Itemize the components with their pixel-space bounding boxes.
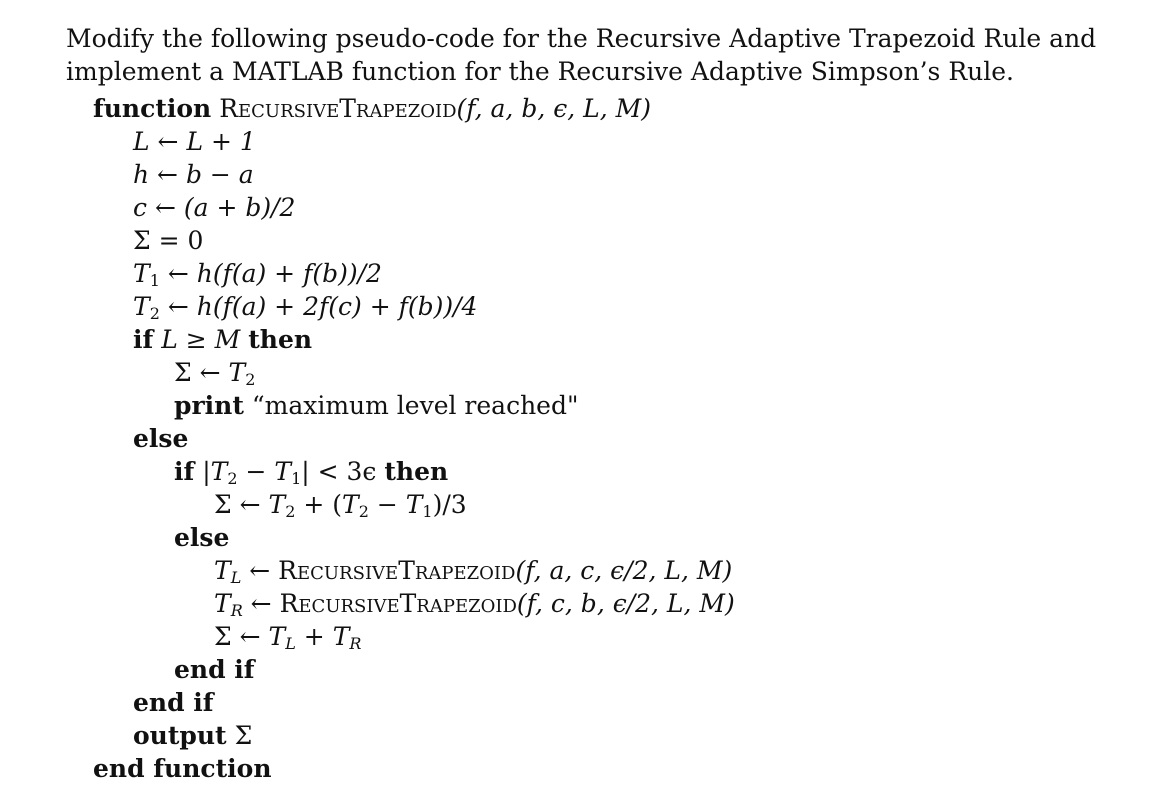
condition-max-level: L ≥ M xyxy=(161,325,241,354)
line-step-size: h ← b − a xyxy=(133,160,254,189)
error-close: | < 3ϵ xyxy=(301,457,377,486)
T-symbol: T xyxy=(214,589,231,618)
line-end-function: end function xyxy=(93,754,272,783)
T2-symbol: T xyxy=(133,292,150,321)
keyword-then: then xyxy=(248,325,313,354)
keyword-if: if xyxy=(133,325,154,354)
subscript-L: L xyxy=(230,568,242,587)
right-call-args: (f, c, b, ϵ/2, L, M) xyxy=(516,589,735,618)
T-symbol: T xyxy=(228,358,246,387)
keyword-print: print xyxy=(174,391,244,420)
T1-symbol: T xyxy=(133,259,150,288)
subscript-1: 1 xyxy=(422,502,433,521)
line-end-if-inner: end if xyxy=(174,655,255,684)
subscript-2: 2 xyxy=(227,469,238,488)
line-end-if-outer: end if xyxy=(133,688,214,717)
rich-minus: − xyxy=(368,490,406,519)
T2-subscript: 2 xyxy=(149,304,160,323)
T-symbol: T xyxy=(274,457,292,486)
line-midpoint: c ← (a + b)/2 xyxy=(133,193,296,222)
line-sum-assign-T2 xyxy=(174,356,255,389)
subscript-R: R xyxy=(230,601,243,620)
line-recurse-left xyxy=(214,554,732,587)
T-symbol: T xyxy=(342,490,359,519)
error-minus: − xyxy=(237,457,275,486)
line-if-max-level xyxy=(133,323,312,356)
line-else-outer: else xyxy=(133,424,189,453)
T-symbol: T xyxy=(210,457,228,486)
subscript-2: 2 xyxy=(358,502,369,521)
line-sum-combine xyxy=(214,620,361,653)
problem-statement-line-2: implement a MATLAB function for the Recursive Adaptive Simpson’s Rule. xyxy=(66,57,1014,86)
function-signature xyxy=(93,92,651,125)
T-symbol: T xyxy=(214,556,231,585)
assign-arrow: ← xyxy=(241,556,279,585)
line-trapezoid-T1 xyxy=(133,257,382,290)
function-name: RecursiveTrapezoid xyxy=(278,556,516,585)
line-else-inner: else xyxy=(174,523,230,552)
assign-arrow: ← xyxy=(242,589,280,618)
T1-subscript: 1 xyxy=(149,271,160,290)
line-increment-level: L ← L + 1 xyxy=(133,127,256,156)
subscript-2: 2 xyxy=(245,370,256,389)
sum-assign-prefix: Σ ← xyxy=(174,358,229,387)
problem-statement xyxy=(66,22,1116,88)
keyword-then: then xyxy=(384,457,449,486)
sum-assign-prefix: Σ ← xyxy=(214,622,269,651)
T2-expression: ← h(f(a) + 2f(c) + f(b))/4 xyxy=(159,292,478,321)
sum-plus: + xyxy=(295,622,333,651)
rich-plus: + ( xyxy=(295,490,343,519)
line-trapezoid-T2 xyxy=(133,290,477,323)
subscript-2: 2 xyxy=(285,502,296,521)
keyword-function: function xyxy=(93,94,212,123)
function-name: RecursiveTrapezoid xyxy=(219,94,457,123)
T-symbol: T xyxy=(332,622,350,651)
line-recurse-right xyxy=(214,587,735,620)
rich-tail: )/3 xyxy=(432,490,467,519)
sum-assign-prefix: Σ ← xyxy=(214,490,269,519)
T-symbol: T xyxy=(268,490,286,519)
problem-statement-line-1: Modify the following pseudo-code for the Recursive Adaptive Trapezoid Rule and xyxy=(66,24,1097,53)
T-symbol: T xyxy=(268,622,286,651)
subscript-L: L xyxy=(285,634,296,653)
T1-expression: ← h(f(a) + f(b))/2 xyxy=(159,259,382,288)
error-open: | xyxy=(202,457,211,486)
function-args: (f, a, b, ϵ, L, M) xyxy=(456,94,651,123)
line-if-error-test xyxy=(174,455,448,488)
line-sum-init: Σ = 0 xyxy=(133,226,204,255)
keyword-if: if xyxy=(174,457,195,486)
T-symbol: T xyxy=(405,490,423,519)
output-sigma: Σ xyxy=(234,721,253,750)
subscript-R: R xyxy=(349,634,362,653)
line-print-message xyxy=(174,389,578,422)
function-name: RecursiveTrapezoid xyxy=(279,589,517,618)
line-richardson-extrapolation xyxy=(214,488,467,521)
left-call-args: (f, a, c, ϵ/2, L, M) xyxy=(515,556,733,585)
keyword-output: output xyxy=(133,721,227,750)
subscript-1: 1 xyxy=(291,469,302,488)
print-message: “maximum level reached" xyxy=(251,391,579,420)
line-output xyxy=(133,719,252,752)
